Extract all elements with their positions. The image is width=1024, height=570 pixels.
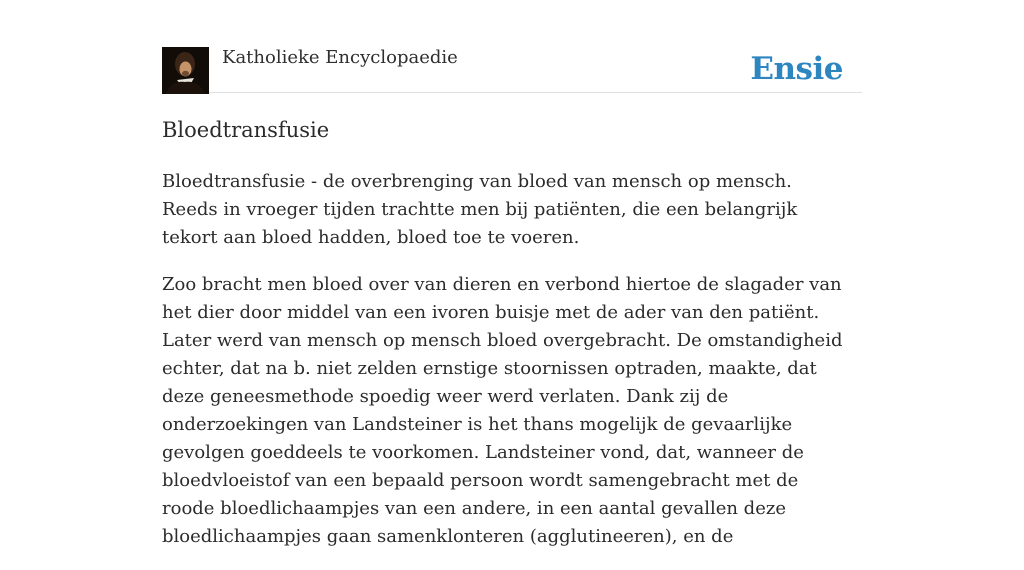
site-header (162, 46, 862, 93)
page-title: Bloedtransfusie (162, 118, 330, 142)
portrait-image (162, 47, 209, 94)
source-name[interactable]: Katholieke Encyclopaedie (222, 47, 458, 68)
article-body (162, 168, 852, 570)
article-paragraph: Zoo bracht men bloed over van dieren en verbond hiertoe de slagader van het dier door middel van een ivoren buisje met de ader van den patiënt. Later werd van mensch op mensch bloed overgebracht. De omstandigheid echter, dat na b. niet zelden ernstige stoornissen optraden, maakte, dat deze geneesmethode spoedig weer werd verlaten. Dank zij de onderzoekingen van Landsteiner is het thans mogelijk de gevaarlijke gevolgen goeddeels te voorkomen. Landsteiner vond, dat, wanneer de bloedvloeistof van een bepaald persoon wordt samengebracht met de roode bloedlichaampjes van een andere, in een aantal gevallen deze bloedlichaampjes gaan samenklonteren (agglutineeren), en de (162, 274, 843, 547)
article-paragraph: Bloedtransfusie - de overbrenging van bloed van mensch op mensch. Reeds in vroeger tijden trachtte men bij patiënten, die een belangrijk tekort aan bloed hadden, bloed toe te voeren. (162, 171, 798, 248)
brand-logo[interactable]: Ensie (750, 51, 843, 87)
source-avatar[interactable] (162, 47, 209, 94)
